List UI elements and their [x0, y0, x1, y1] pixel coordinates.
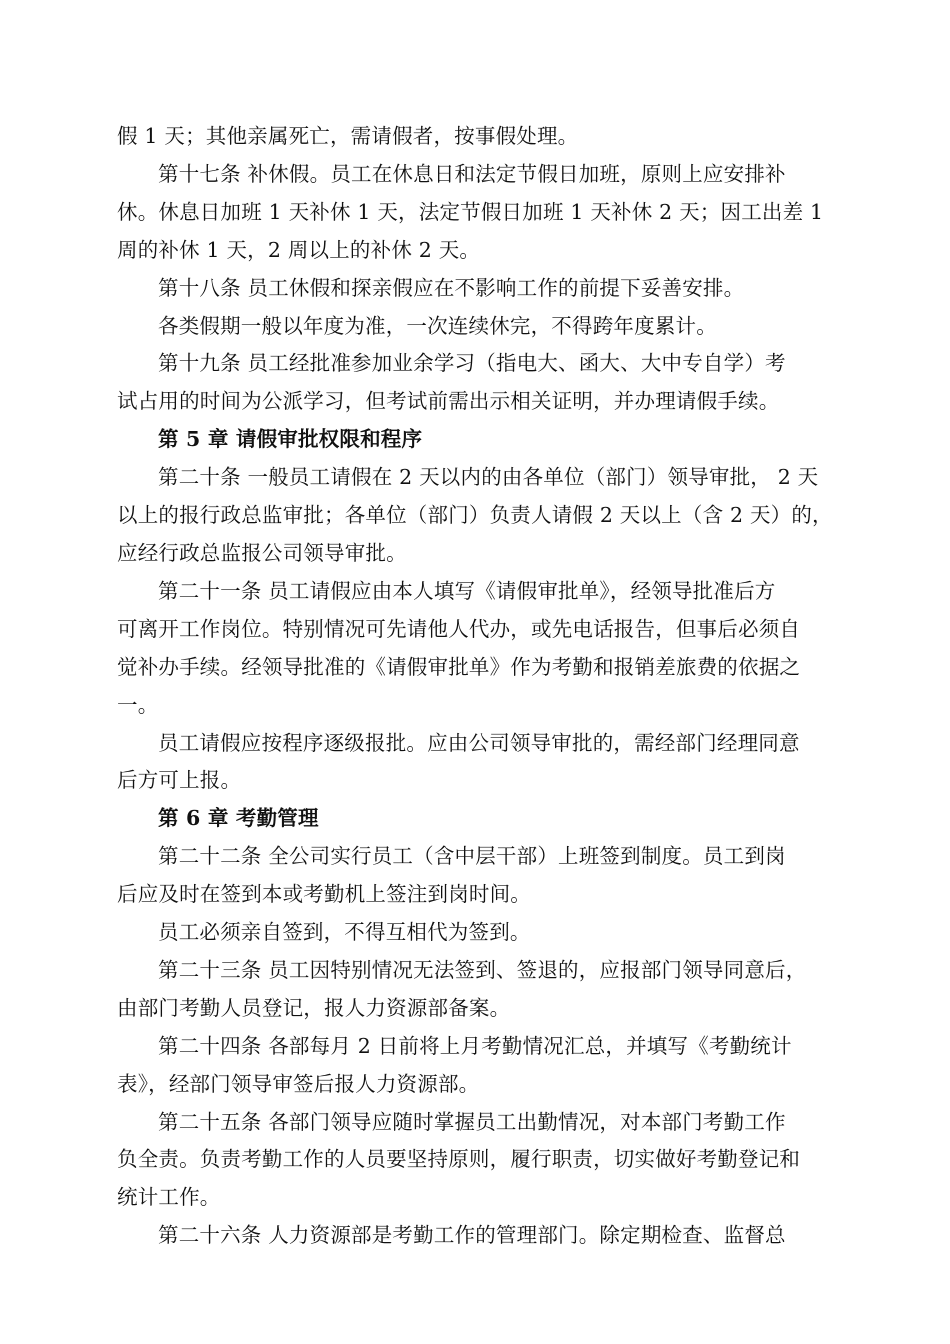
- text-line: 后方可上报。: [117, 768, 242, 793]
- text-line: 第二十四条 各部每月 2 日前将上月考勤情况汇总，并填写《考勤统计: [158, 1033, 792, 1058]
- text-line: 第二十五条 各部门领导应随时掌握员工出勤情况，对本部门考勤工作: [158, 1109, 786, 1134]
- paragraph: [117, 1028, 863, 1104]
- paragraph-continuation: [117, 118, 863, 156]
- text-line: 第 6 章 考勤管理: [158, 806, 319, 831]
- text-line: 觉补办手续。经领导批准的《请假审批单》作为考勤和报销差旅费的依据之: [117, 654, 801, 679]
- paragraph: [117, 459, 863, 573]
- text-line: 应经行政总监报公司领导审批。: [117, 540, 407, 565]
- text-line: 可离开工作岗位。特别情况可先请他人代办，或先电话报告，但事后必须自: [117, 616, 801, 641]
- text-line: 员工请假应按程序逐级报批。应由公司领导审批的，需经部门经理同意: [158, 730, 800, 755]
- paragraph: [117, 838, 863, 914]
- text-line: 一。: [117, 692, 159, 717]
- text-line: 由部门考勤人员登记，报人力资源部备案。: [117, 995, 511, 1020]
- text-line: 第二十条 一般员工请假在 2 天以内的由各单位（部门）领导审批， 2 天: [158, 465, 819, 490]
- paragraph: [117, 270, 863, 308]
- paragraph: [117, 914, 863, 952]
- paragraph: [117, 725, 863, 801]
- text-line: 统计工作。: [117, 1185, 221, 1210]
- paragraph: [117, 345, 863, 421]
- paragraph: [117, 952, 863, 1028]
- text-line: 负全责。负责考勤工作的人员要坚持原则，履行职责，切实做好考勤登记和: [117, 1147, 801, 1172]
- text-line: 表》，经部门领导审签后报人力资源部。: [117, 1071, 480, 1096]
- text-line: 第二十二条 全公司实行员工（含中层干部）上班签到制度。员工到岗: [158, 844, 786, 869]
- paragraph: [117, 308, 863, 346]
- paragraph: [117, 156, 863, 270]
- text-line: 试占用的时间为公派学习，但考试前需出示相关证明，并办理请假手续。: [117, 389, 780, 414]
- paragraph: [117, 1104, 863, 1218]
- text-line: 各类假期一般以年度为准，一次连续休完，不得跨年度累计。: [158, 313, 717, 338]
- text-line: 以上的报行政总监审批；各单位（部门）负责人请假 2 天以上（含 2 天）的，: [117, 503, 833, 528]
- text-line: 第十八条 员工休假和探亲假应在不影响工作的前提下妥善安排。: [158, 275, 745, 300]
- text-line: 第二十一条 员工请假应由本人填写《请假审批单》，经领导批准后方: [158, 578, 776, 603]
- paragraph: [117, 1217, 863, 1255]
- text-line: 后应及时在签到本或考勤机上签注到岗时间。: [117, 882, 531, 907]
- paragraph: [117, 573, 863, 725]
- text-line: 第十七条 补休假。员工在休息日和法定节假日加班，原则上应安排补: [158, 161, 786, 186]
- chapter-heading: [117, 421, 863, 459]
- document-body: [117, 118, 863, 1255]
- text-line: 周的补休 1 天，2 周以上的补休 2 天。: [117, 237, 481, 262]
- text-line: 第二十六条 人力资源部是考勤工作的管理部门。除定期检查、监督总: [158, 1223, 786, 1248]
- text-line: 第二十三条 员工因特别情况无法签到、签退的，应报部门领导同意后，: [158, 957, 807, 982]
- text-line: 员工必须亲自签到，不得互相代为签到。: [158, 920, 531, 945]
- text-line: 第 5 章 请假审批权限和程序: [158, 427, 423, 452]
- chapter-heading: [117, 800, 863, 838]
- text-line: 第十九条 员工经批准参加业余学习（指电大、函大、大中专自学）考: [158, 351, 786, 376]
- text-line: 假 1 天；其他亲属死亡，需请假者，按事假处理。: [117, 124, 579, 148]
- text-line: 休。休息日加班 1 天补休 1 天，法定节假日加班 1 天补休 2 天；因工出差 1: [117, 199, 824, 224]
